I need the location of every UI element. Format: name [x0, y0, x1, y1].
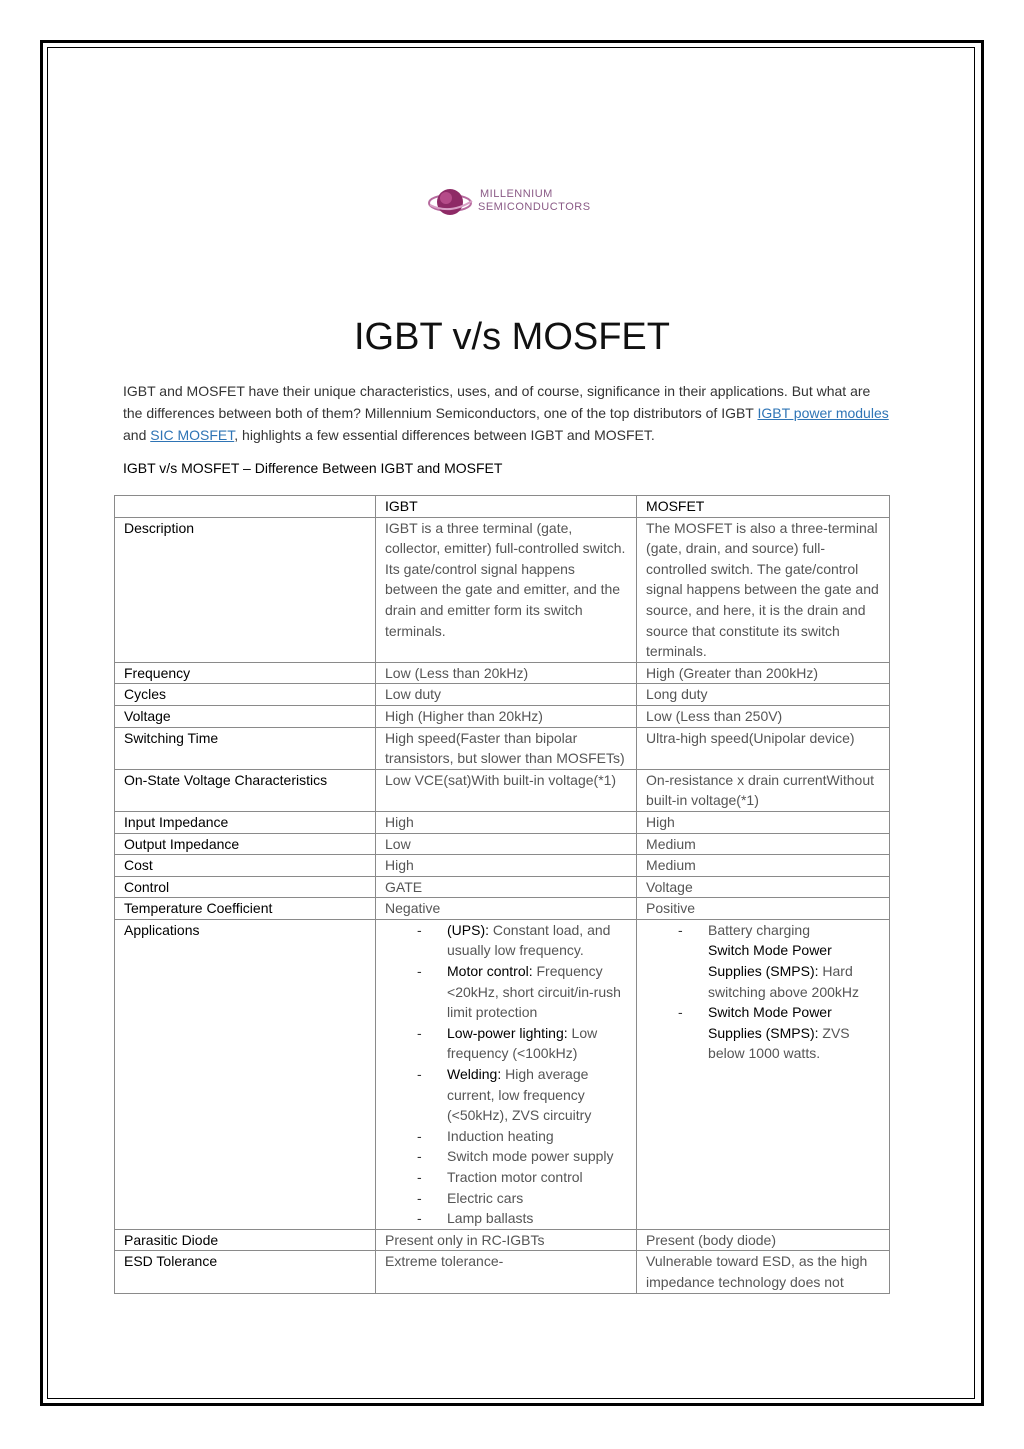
header-cell-igbt: IGBT: [376, 496, 637, 518]
igbt-applications-list: [385, 920, 627, 1229]
igbt-cell: Low duty: [376, 684, 637, 706]
list-item-bold: Welding:: [447, 1066, 502, 1083]
list-item: [708, 920, 880, 1002]
list-item: [447, 920, 627, 961]
row-label: Voltage: [115, 705, 376, 727]
table-row: [115, 1251, 890, 1293]
table-row-applications: [115, 919, 890, 1229]
table-row: [115, 727, 890, 769]
list-item: [447, 961, 627, 1023]
igbt-cell: Extreme tolerance-: [376, 1251, 637, 1293]
igbt-cell: IGBT is a three terminal (gate, collector, emitter) full-controlled switch. Its gate/control signal happens between the gate and emitter, and the drain and emitter form its switch terminals.: [376, 517, 637, 662]
table-row: [115, 769, 890, 811]
igbt-cell: GATE: [376, 876, 637, 898]
row-label: Applications: [115, 919, 376, 1229]
intro-paragraph: [123, 380, 893, 446]
company-logo: [428, 183, 598, 223]
table-row: [115, 876, 890, 898]
mosfet-cell: On-resistance x drain currentWithout built-in voltage(*1): [637, 769, 890, 811]
list-item: [447, 1146, 627, 1167]
mosfet-cell: High (Greater than 200kHz): [637, 662, 890, 684]
table-row: [115, 1229, 890, 1251]
list-item-bold: Motor control:: [447, 963, 533, 980]
row-label: On-State Voltage Characteristics: [115, 769, 376, 811]
igbt-cell: Present only in RC-IGBTs: [376, 1229, 637, 1251]
header-cell-mosfet: MOSFET: [637, 496, 890, 518]
mosfet-cell: Present (body diode): [637, 1229, 890, 1251]
table-row: [115, 855, 890, 877]
mosfet-applications-list: [646, 920, 880, 1064]
list-item-text: Lamp ballasts: [447, 1210, 534, 1227]
mosfet-cell: The MOSFET is also a three-terminal (gate, drain, and source) full-controlled switch. The gate/control signal happens between the gate and source, and here, it is the drain and source that constitute its switch terminals.: [637, 517, 890, 662]
row-label: Parasitic Diode: [115, 1229, 376, 1251]
list-item-text: Traction motor control: [447, 1169, 583, 1185]
planet-logo-icon: [428, 183, 478, 223]
list-item: [447, 1126, 627, 1147]
igbt-cell: Low VCE(sat)With built-in voltage(*1): [376, 769, 637, 811]
row-label: Temperature Coefficient: [115, 898, 376, 920]
table-row: [115, 662, 890, 684]
mosfet-cell: Ultra-high speed(Unipolar device): [637, 727, 890, 769]
table-row: [115, 684, 890, 706]
list-item: [447, 1208, 627, 1229]
row-label: ESD Tolerance: [115, 1251, 376, 1293]
mosfet-cell: Medium: [637, 833, 890, 855]
comparison-table: [114, 495, 890, 1294]
mosfet-cell: Low (Less than 250V): [637, 705, 890, 727]
intro-text-3: , highlights a few essential differences between IGBT and MOSFET.: [234, 427, 655, 443]
mosfet-cell: High: [637, 811, 890, 833]
row-label: Description: [115, 517, 376, 662]
list-item-plain: - Battery charging: [708, 921, 810, 938]
list-item-text: Frequency <20kHz, short circuit/in-rush limit protection: [447, 963, 621, 1021]
list-item-bold: Switch Mode Power Supplies (SMPS):: [708, 1004, 832, 1041]
intro-text-2: and: [123, 427, 151, 443]
list-item: [447, 1064, 627, 1126]
list-item-text: Induction heating: [447, 1127, 554, 1144]
igbt-cell: Low (Less than 20kHz): [376, 662, 637, 684]
row-label: Control: [115, 876, 376, 898]
list-item-text: Electric cars: [447, 1189, 524, 1206]
table-row: [115, 517, 890, 662]
list-item: [447, 1167, 627, 1188]
mosfet-cell: Positive: [637, 898, 890, 920]
list-item-text: ZVS below 1000 watts.: [708, 1024, 850, 1062]
row-label: Cycles: [115, 684, 376, 706]
mosfet-cell: Long duty: [637, 684, 890, 706]
igbt-power-modules-link[interactable]: IGBT power modules: [757, 405, 889, 421]
igbt-cell: High: [376, 811, 637, 833]
igbt-cell: Low: [376, 833, 637, 855]
igbt-cell: High (Higher than 20kHz): [376, 705, 637, 727]
sic-mosfet-link[interactable]: SIC MOSFET: [150, 427, 235, 443]
mosfet-cell: Medium: [637, 855, 890, 877]
header-cell-empty: [115, 496, 376, 518]
section-heading: IGBT v/s MOSFET – Difference Between IGBT and MOSFET: [123, 460, 503, 476]
list-item-bold: Switch Mode Power Supplies (SMPS):: [708, 942, 832, 980]
igbt-applications-cell: [376, 919, 637, 1229]
list-item-text: Hard switching above 200kHz: [708, 963, 860, 1000]
row-label: Switching Time: [115, 727, 376, 769]
list-item: [447, 1188, 627, 1209]
page-title: IGBT v/s MOSFET: [354, 316, 670, 358]
mosfet-cell: Vulnerable toward ESD, as the high impedance technology does not: [637, 1251, 890, 1293]
list-item-text: Constant load, and usually low frequency.: [447, 921, 611, 959]
logo-wordmark: [480, 188, 591, 214]
list-item-text: High average current, low frequency (<50kHz), ZVS circuitry: [447, 1066, 592, 1124]
row-label: Output Impedance: [115, 833, 376, 855]
row-label: Input Impedance: [115, 811, 376, 833]
intro-text-1: IGBT and MOSFET have their unique characteristics, uses, and of course, significance in their applications. But what are the differences between both of them? Millennium Semiconductors, one of the top distributors of IGBT: [123, 383, 871, 421]
list-item: [708, 1002, 880, 1064]
logo-line-1: MILLENNIUM: [480, 188, 553, 200]
mosfet-applications-cell: [637, 919, 890, 1229]
igbt-cell: High speed(Faster than bipolar transistors, but slower than MOSFETs): [376, 727, 637, 769]
list-item-bold: (UPS):: [447, 921, 490, 938]
igbt-cell: Negative: [376, 898, 637, 920]
table-row: [115, 898, 890, 920]
igbt-cell: High: [376, 855, 637, 877]
list-item-text: Low frequency (<100kHz): [447, 1024, 598, 1062]
table-header-row: [115, 496, 890, 518]
logo-line-2: SEMICONDUCTORS: [478, 201, 591, 213]
list-item-text: Switch mode power supply: [447, 1148, 614, 1165]
table-row: [115, 705, 890, 727]
mosfet-cell: Voltage: [637, 876, 890, 898]
table-row: [115, 833, 890, 855]
row-label: Frequency: [115, 662, 376, 684]
row-label: Cost: [115, 855, 376, 877]
list-item-bold: Low-power lighting:: [447, 1024, 568, 1041]
table-row: [115, 811, 890, 833]
list-item: [447, 1023, 627, 1064]
